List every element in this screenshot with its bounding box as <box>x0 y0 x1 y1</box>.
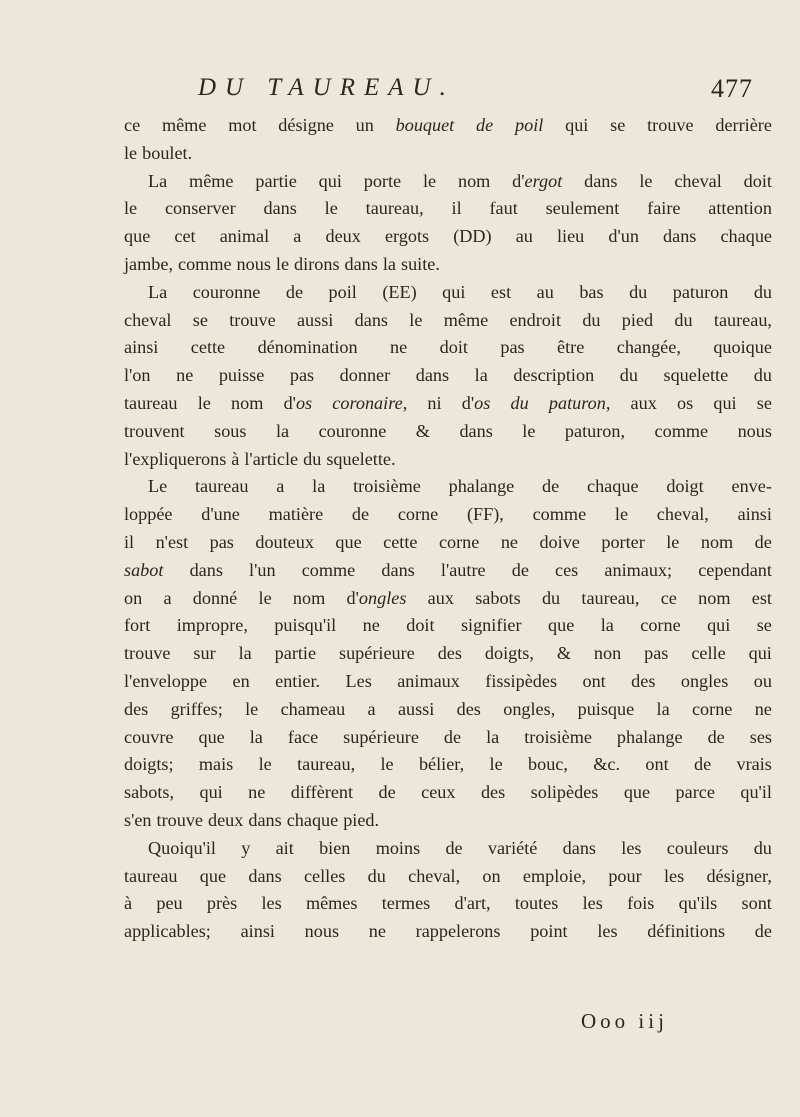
text-line: il n'est pas douteux que cette corne ne doive porter le nom de <box>124 531 772 552</box>
page-header <box>0 74 800 114</box>
text-line: sabots, qui ne diffèrent de ceux des solipèdes que parce qu'il <box>124 782 772 803</box>
text-line: couvre que la face supérieure de la troisième phalange de ses <box>124 726 772 747</box>
text-line: taureau que dans celles du cheval, on emploie, pour les désigner, <box>124 865 772 886</box>
body-text <box>124 112 772 946</box>
text-line: jambe, comme nous le dirons dans la suite. <box>124 253 440 274</box>
text-line: des griffes; le chameau a aussi des ongles, puisque la corne ne <box>124 698 772 719</box>
text-line: sabot dans l'un comme dans l'autre de ces animaux; cependant <box>124 559 772 580</box>
text-line: trouvent sous la couronne & dans le paturon, comme nous <box>124 420 772 441</box>
text-line: loppée d'une matière de corne (FF), comme le cheval, ainsi <box>124 504 772 525</box>
page-number: 477 <box>711 74 753 103</box>
text-line: l'enveloppe en entier. Les animaux fissipèdes ont des ongles ou <box>124 670 772 691</box>
text-line: Quoiqu'il y ait bien moins de variété dans les couleurs du <box>148 837 772 858</box>
text-line: taureau le nom d'os coronaire, ni d'os du paturon, aux os qui se <box>124 392 772 413</box>
text-line: Le taureau a la troisième phalange de chaque doigt enve- <box>148 476 772 497</box>
text-line: La même partie qui porte le nom d'ergot dans le cheval doit <box>148 170 772 191</box>
running-title: DU TAUREAU. <box>198 74 455 101</box>
text-line: l'on ne puisse pas donner dans la description du squelette du <box>124 365 772 386</box>
text-line: fort impropre, puisqu'il ne doit signifier que la corne qui se <box>124 615 772 636</box>
text-line: le boulet. <box>124 142 193 163</box>
text-line: l'expliquerons à l'article du squelette. <box>124 448 396 469</box>
text-line: que cet animal a deux ergots (DD) au lieu d'un dans chaque <box>124 226 772 247</box>
text-line: ce même mot désigne un bouquet de poil qui se trouve derrière <box>124 115 772 135</box>
text-line: trouve sur la partie supérieure des doigts, & non pas celle qui <box>124 643 772 664</box>
text-line: cheval se trouve aussi dans le même endroit du pied du taureau, <box>124 309 772 330</box>
text-line: ainsi cette dénomination ne doit pas être changée, quoique <box>124 337 772 358</box>
text-line: s'en trouve deux dans chaque pied. <box>124 809 380 830</box>
text-line: on a donné le nom d'ongles aux sabots du taureau, ce nom est <box>124 587 772 608</box>
text-line: le conserver dans le taureau, il faut seulement faire attention <box>124 198 772 219</box>
text-line: applicables; ainsi nous ne rappelerons point les définitions de <box>124 921 772 942</box>
signature-mark: Ooo iij <box>581 1009 668 1033</box>
text-line: doigts; mais le taureau, le bélier, le bouc, &c. ont de vrais <box>124 754 772 775</box>
text-line: à peu près les mêmes termes d'art, toutes les fois qu'ils sont <box>124 893 772 914</box>
text-line: La couronne de poil (EE) qui est au bas du paturon du <box>148 281 772 302</box>
